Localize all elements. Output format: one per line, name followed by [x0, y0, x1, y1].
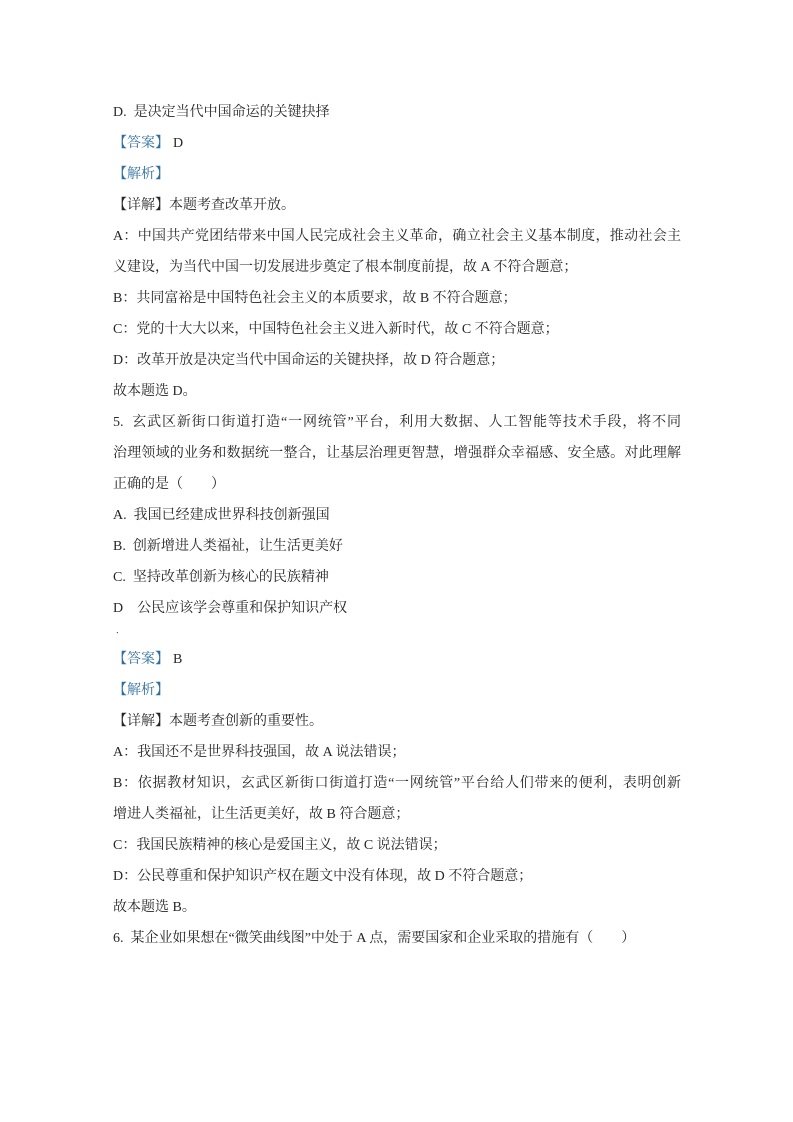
answer-line-question5 [113, 644, 681, 675]
detail-intro-question5: 【详解】本题考查创新的重要性。 [113, 714, 323, 729]
conclusion-question5: 故本题选 B。 [113, 900, 196, 915]
explain-a-question5: A：我国还不是世界科技强国，故 A 说法错误； [113, 745, 406, 760]
analysis-label-question5 [113, 675, 681, 706]
answer-value: D [173, 136, 184, 151]
stray-period-mark: ． [116, 625, 126, 635]
answer-label: 【答案】 [113, 136, 169, 151]
analysis-label: 【解析】 [113, 683, 169, 698]
explain-c-question4: C：党的十大大以来，中国特色社会主义进入新时代，故 C 不符合题意； [113, 322, 559, 337]
explain-c-question5: C：我国民族精神的核心是爱国主义，故 C 说法错误； [113, 838, 447, 853]
explain-a-question4-line1: A：中国共产党团结带来中国人民完成社会主义革命，确立社会主义基本制度，推动社会主 [113, 229, 681, 244]
explain-b-question4: B：共同富裕是中国特色社会主义的本质要求，故 B 不符合题意； [113, 291, 517, 306]
question5-stem-line2: 治理领域的业务和数据统一整合，让基层治理更智慧，增强群众幸福感、安全感。对此理解 [113, 446, 681, 461]
option-d-question4: D. 是决定当代中国命运的关键抉择 [113, 105, 330, 120]
question5-stem-line3: 正确的是（ ） [113, 477, 225, 492]
question5-stem-line1: 5. 玄武区新街口街道打造“一网统管”平台，利用大数据、人工智能等技术手段，将不同 [113, 415, 681, 430]
analysis-label: 【解析】 [113, 167, 169, 182]
conclusion-question4: 故本题选 D。 [113, 384, 197, 399]
explain-b-question5-line1: B：依据教材知识，玄武区新街口街道打造“一网统管”平台给人们带来的便利，表明创新 [113, 776, 681, 791]
explain-d-question4: D：改革开放是决定当代中国命运的关键抉择，故 D 符合题意； [113, 353, 505, 368]
explain-b-question5-line2: 增进人类福祉，让生活更美好，故 B 符合题意； [113, 807, 410, 822]
explain-a-question4-line2: 义建设，为当代中国一切发展进步奠定了根本制度前提，故 A 不符合题意； [113, 260, 578, 275]
answer-value: B [173, 652, 183, 667]
analysis-label-question4 [113, 159, 681, 190]
option-c-question5: C. 坚持改革创新为核心的民族精神 [113, 570, 329, 585]
detail-intro-question4: 【详解】本题考查改革开放。 [113, 198, 295, 213]
option-d-question5: D 公民应该学会尊重和保护知识产权 [113, 601, 348, 616]
option-a-question5: A. 我国已经建成世界科技创新强国 [113, 508, 330, 523]
question6-stem: 6. 某企业如果想在“微笑曲线图”中处于 A 点，需要国家和企业采取的措施有（ ） [113, 931, 636, 946]
answer-line-question4 [113, 128, 681, 159]
option-b-question5: B. 创新增进人类福祉，让生活更美好 [113, 539, 343, 554]
answer-label: 【答案】 [113, 652, 169, 667]
explain-d-question5: D：公民尊重和保护知识产权在题文中没有体现，故 D 不符合题意； [113, 869, 533, 884]
